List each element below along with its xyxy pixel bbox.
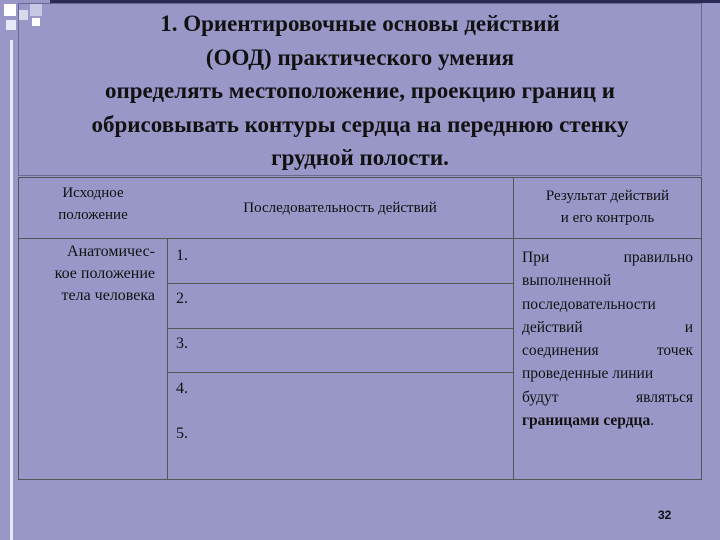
step-item: 4. [176,380,188,397]
result-line: последовательности [522,295,656,313]
step-item: 1. [176,247,188,264]
result-end: . [650,412,655,430]
initial-position-cell: Анатомичес- кое положение тела человека [19,238,167,480]
step-divider [168,283,514,284]
title-line: 1. Ориентировочные основы действий [160,11,560,36]
result-final-line [522,409,693,432]
title-line: (ООД) практического умения [205,44,515,70]
steps-column [167,238,513,480]
step-item: 3. [176,335,188,352]
left-rule [10,40,13,540]
result-line: действий и [522,318,693,336]
result-cell [513,238,701,480]
step-divider [168,372,514,373]
step-divider [168,328,514,329]
result-line: При правильно [522,249,693,266]
page-number: 32 [658,508,672,522]
step-item: 5. [176,425,188,442]
result-line: выполненной [522,272,612,290]
title-line: обрисовывать контуры сердца на переднюю стенку [91,111,629,137]
actions-table [18,177,702,480]
title-line: определять местоположение, проекцию границ и [104,78,616,103]
step-item: 2. [176,290,188,307]
slide-title [18,3,702,176]
title-line: грудной полости. [271,145,449,170]
header-result: Результат действий и его контроль [513,178,701,238]
header-sequence: Последовательность действий [243,200,437,216]
result-bold-text: границами сердца [522,412,651,430]
result-line: будут являться [522,388,693,406]
result-line: проведенные линии [522,365,654,383]
header-initial-position: Исходное положение [58,185,128,223]
result-line: соединения точек [522,342,693,360]
